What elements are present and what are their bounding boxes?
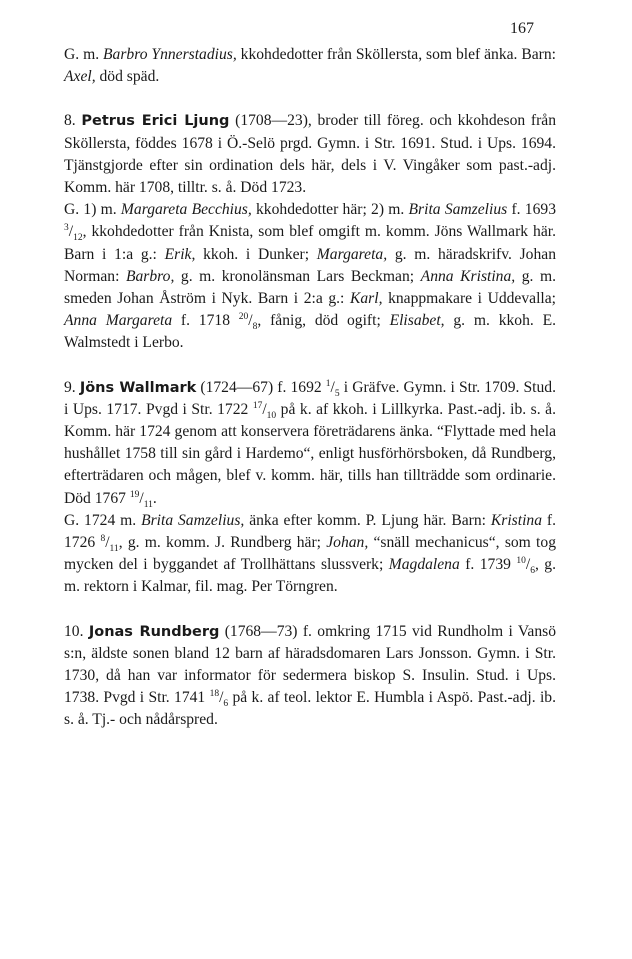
- superscript-numerator: 10: [516, 556, 526, 567]
- text-run: änka efter komm. P. Ljung här. Barn:: [244, 511, 491, 529]
- text-run: , g. m. rektorn i Kalmar, fil. mag. Per Törngren.: [64, 556, 556, 596]
- text-run: 8.: [64, 112, 82, 130]
- paragraph-barbro-note: [64, 44, 556, 88]
- paragraph-petrus-ljung: [64, 110, 556, 199]
- italic-name: Margareta,: [316, 245, 388, 263]
- italic-name: Axel,: [64, 68, 96, 86]
- subscript-denominator: 11: [143, 499, 153, 510]
- text-run: .: [152, 489, 157, 507]
- text-run: g. m. smeden Johan Åström i Nyk. Barn i 2:a g.:: [64, 267, 556, 308]
- italic-name: Brita Samzelius: [408, 201, 508, 219]
- person-heading-name: Jonas Rundberg: [88, 623, 220, 640]
- text-run: g. m. häradskrifv. Johan Norman:: [64, 245, 556, 285]
- italic-name: Brita Samzelius,: [141, 511, 245, 529]
- subscript-denominator: 12: [73, 233, 83, 244]
- text-run: f. 1718: [172, 312, 239, 330]
- subscript-denominator: 5: [334, 388, 340, 399]
- superscript-numerator: 20: [238, 312, 249, 323]
- italic-name: Magdalena: [388, 556, 460, 574]
- text-run: /: [219, 689, 224, 707]
- superscript-numerator: 3: [64, 223, 69, 234]
- text-run: på k. af teol. lektor E. Humbla i Aspö. Past.-adj. ib. s. å. Tj.- och nådårspred.: [64, 689, 556, 729]
- superscript-numerator: 17: [252, 400, 263, 411]
- superscript-numerator: 18: [209, 689, 220, 700]
- text-run: /: [262, 400, 267, 418]
- paragraph-gap: [64, 88, 556, 110]
- superscript-numerator: 1: [325, 378, 331, 389]
- text-run: f. 1693: [507, 201, 556, 219]
- page-body: [64, 44, 556, 732]
- text-run: 10.: [64, 622, 89, 640]
- text-run: /: [139, 489, 144, 507]
- text-run: (1724—67) f. 1692: [196, 378, 326, 396]
- text-run: kkohdedotter här; 2) m.: [251, 201, 409, 219]
- italic-name: Anna Margareta: [64, 312, 173, 330]
- person-heading-name: Petrus Erici Ljung: [81, 113, 230, 130]
- subscript-denominator: 8: [252, 322, 258, 333]
- text-run: i Gräfve. Gymn. i Str. 1709. Stud. i Ups. 1717. Pvgd i Str. 1722: [64, 378, 557, 418]
- text-run: på k. af kkoh. i Lillkyrka. Past.-adj. ib. s. å. Komm. här 1724 genom att konservera företrädarens änka. “Flyttade med hela hushållet 1758 till sin gård i Hardemo“, enligt husförhörsboken, då Rundberg, efterträdaren och mågen, blef v. komm. här, tills han tillträdde som ordinarie. Död 1767: [64, 400, 556, 507]
- italic-name: Margareta Becchius,: [120, 201, 252, 219]
- subscript-denominator: 6: [530, 566, 535, 577]
- italic-name: Anna Kristina,: [420, 267, 516, 285]
- text-run: /: [105, 534, 110, 552]
- text-run: g. m. kkoh. E. Walmstedt i Lerbo.: [64, 312, 556, 352]
- text-run: f. 1726: [64, 511, 556, 552]
- paragraph-gap: [64, 355, 556, 377]
- person-heading-name: Jöns Wallmark: [79, 379, 197, 396]
- superscript-numerator: 19: [129, 489, 140, 500]
- superscript-numerator: 8: [100, 533, 106, 544]
- paragraph-gap: [64, 599, 556, 621]
- text-run: G. 1) m.: [64, 201, 121, 219]
- text-run: , kkohdedotter från Knista, som blef omgift m. komm. Jöns Wallmark här. Barn i 1:a g.:: [64, 223, 556, 263]
- text-run: /: [525, 556, 531, 574]
- text-run: f. 1739: [459, 556, 517, 574]
- text-run: , fånig, död ogift;: [257, 312, 390, 330]
- italic-name: Kristina: [490, 511, 543, 529]
- subscript-denominator: 10: [266, 410, 277, 421]
- text-run: g. m. kronolänsman Lars Beckman;: [174, 267, 421, 285]
- text-run: “snäll mechanicus“, som tog mycken del i byggandet af Trollhättans slussverk;: [64, 534, 556, 574]
- page-number: 167: [510, 20, 534, 37]
- italic-name: Erik,: [164, 245, 196, 263]
- text-run: G. 1724 m.: [64, 511, 142, 529]
- text-run: /: [330, 378, 335, 396]
- text-run: kkoh. i Dunker;: [195, 245, 317, 263]
- italic-name: Barbro,: [125, 267, 175, 285]
- text-run: /: [248, 312, 253, 330]
- text-run: (1708—23), broder till föreg. och kkohdeson från Sköllersta, föddes 1678 i Ö.-Selö prgd. Gymn. i Str. 1691. Stud. i Ups. 1694. Tjänstgjorde efter sin ordination dels här, dels i V. Vingåker som past.-adj. Komm. här 1708, tilltr. s. å. Död 1723.: [64, 112, 557, 197]
- italic-name: Karl,: [349, 290, 383, 308]
- paragraph-ljung-family: [64, 199, 556, 354]
- text-run: knappmakare i Uddevalla;: [382, 290, 556, 308]
- subscript-denominator: 11: [109, 544, 119, 555]
- text-run: , g. m. komm. J. Rundberg här;: [118, 534, 327, 552]
- paragraph-jonas-rundberg: [64, 621, 556, 732]
- paragraph-jons-wallmark: [64, 377, 556, 510]
- italic-name: Johan,: [326, 534, 369, 552]
- subscript-denominator: 6: [223, 699, 229, 710]
- text-run: 9.: [64, 378, 80, 396]
- text-run: (1768—73) f. omkring 1715 vid Rundholm i Vansö s:n, äldste sonen bland 12 barn af häradsdomaren Lars Jonsson. Gymn. i Str. 1730, då han var informator för sedermera biskop S. Insulin. Stud. i Ups. 1738. Pvgd i Str. 1741: [64, 622, 556, 707]
- text-run: /: [68, 223, 74, 241]
- italic-name: Barbro Ynnerstadius,: [103, 46, 237, 63]
- text-run: G. m.: [64, 46, 104, 63]
- text-run: död späd.: [95, 68, 160, 86]
- italic-name: Elisabet,: [389, 312, 445, 330]
- paragraph-wallmark-family: [64, 510, 556, 599]
- text-run: kkohdedotter från Sköllersta, som blef änka. Barn:: [236, 46, 556, 63]
